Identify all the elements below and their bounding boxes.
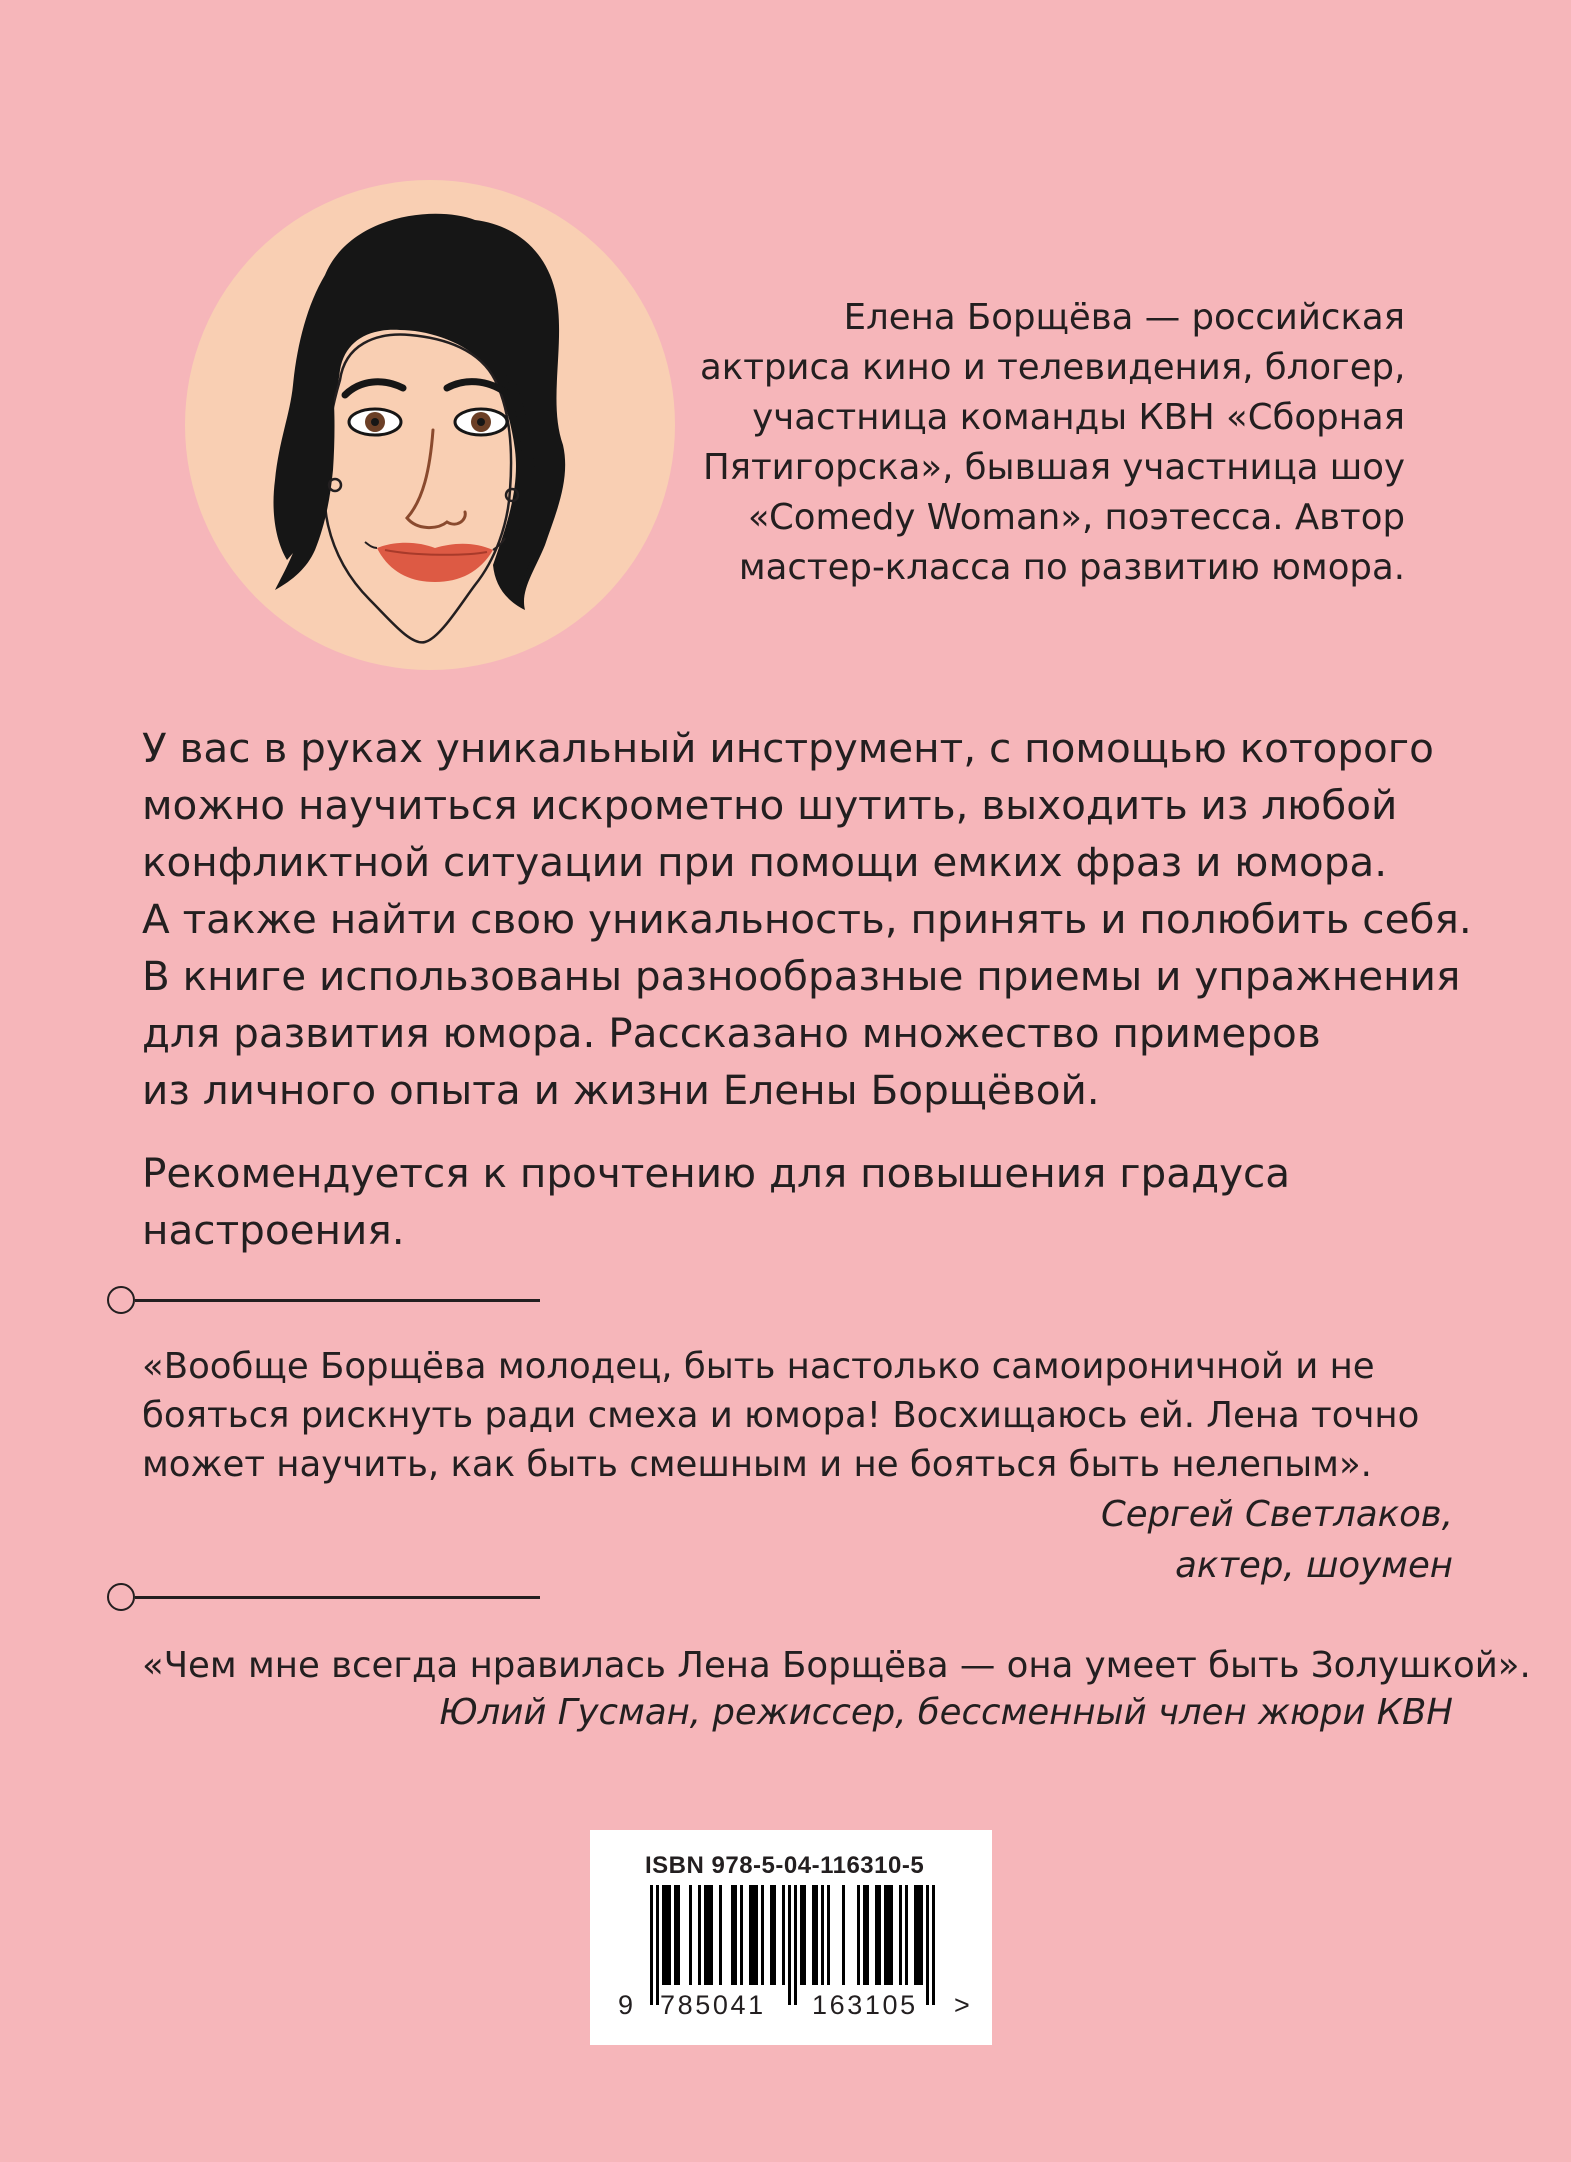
barcode-bar	[803, 1885, 806, 1985]
barcode-bar	[827, 1885, 830, 1985]
barcode-bar	[749, 1885, 752, 1985]
barcode-bar	[863, 1885, 866, 1985]
bio-line: участница команды КВН «Сборная	[752, 397, 1405, 438]
divider-line	[135, 1596, 540, 1599]
barcode-guard-bar	[656, 1885, 659, 2005]
divider-circle-icon	[107, 1583, 135, 1611]
barcode-bar	[842, 1885, 845, 1985]
barcode-first-digit: 9	[618, 1990, 636, 2020]
bio-line: Пятигорска», бывшая участница шоу	[702, 447, 1405, 488]
barcode-bar	[800, 1885, 803, 1985]
barcode-guard-bar	[650, 1885, 653, 2005]
author-line: Юлий Гусман, режиссер, бессменный член жюри КВН	[439, 1692, 1453, 1733]
barcode-bar	[755, 1885, 758, 1985]
barcode-bar	[734, 1885, 737, 1985]
barcode-bar	[920, 1885, 923, 1985]
quote-divider	[104, 1283, 544, 1323]
barcode-bar	[884, 1885, 887, 1985]
quote-line: бояться рискнуть ради смеха и юмора! Восхищаюсь ей. Лена точно	[142, 1395, 1420, 1436]
recommendation-line: настроения.	[142, 1206, 405, 1254]
isbn-barcode-block	[590, 1830, 992, 2045]
divider-circle-icon	[107, 1286, 135, 1314]
barcode-bar	[857, 1885, 860, 1985]
quote-line: «Чем мне всегда нравилась Лена Борщёва — она умеет быть Золушкой».	[142, 1645, 1531, 1686]
barcode-bar	[878, 1885, 881, 1985]
barcode-bar	[773, 1885, 776, 1985]
description-line: В книге использованы разнообразные приемы и упражнения	[142, 952, 1461, 1000]
barcode-bar	[761, 1885, 764, 1985]
description-line: можно научиться искрометно шутить, выходить из любой	[142, 781, 1398, 829]
book-description	[142, 720, 1472, 1119]
barcode-bar	[662, 1885, 665, 1985]
barcode-bar	[815, 1885, 818, 1985]
barcode-bar	[677, 1885, 680, 1985]
barcode-bar	[770, 1885, 773, 1985]
barcode-left-digits: 785041	[660, 1990, 766, 2020]
barcode-bar	[704, 1885, 707, 1985]
barcode-bar	[698, 1885, 701, 1985]
barcode-bar	[707, 1885, 710, 1985]
barcode-bar	[875, 1885, 878, 1985]
author-portrait-illustration	[175, 180, 685, 670]
barcode-bar	[674, 1885, 677, 1985]
barcode-right-digits: 163105	[812, 1990, 918, 2020]
barcode-bar	[866, 1885, 869, 1985]
barcode-bar	[740, 1885, 743, 1985]
barcode-bar	[905, 1885, 908, 1985]
barcode-bar	[821, 1885, 824, 1985]
barcode-bar	[782, 1885, 785, 1985]
barcode-bar	[887, 1885, 890, 1985]
barcode-bar	[689, 1885, 692, 1985]
barcode-bar	[731, 1885, 734, 1985]
description-line: из личного опыта и жизни Елены Борщёвой.	[142, 1066, 1100, 1114]
bio-line: мастер-класса по развитию юмора.	[738, 547, 1405, 588]
author-bio	[700, 293, 1405, 593]
description-line: А также найти свою уникальность, принять и полюбить себя.	[142, 895, 1472, 943]
barcode-bars	[590, 1830, 992, 2045]
barcode-bar	[668, 1885, 671, 1985]
quote-svetlakov	[142, 1342, 1452, 1489]
bio-line: актриса кино и телевидения, блогер,	[700, 347, 1406, 388]
barcode-bar	[917, 1885, 920, 1985]
recommendation-line: Рекомендуется к прочтению для повышения градуса	[142, 1149, 1291, 1197]
description-line: У вас в руках уникальный инструмент, с помощью которого	[142, 724, 1434, 772]
barcode-guard-bar	[926, 1885, 929, 2005]
barcode-bar	[665, 1885, 668, 1985]
barcode-bar	[719, 1885, 722, 1985]
recommendation	[142, 1145, 1442, 1259]
barcode-bar	[914, 1885, 917, 1985]
quote-gusman	[142, 1641, 1531, 1690]
barcode-bar	[812, 1885, 815, 1985]
quote-divider	[104, 1580, 544, 1620]
isbn-label: ISBN 978-5-04-116310-5	[645, 1852, 925, 1879]
barcode-guard-bar	[794, 1885, 797, 2005]
quote-author-gusman	[439, 1688, 1453, 1738]
quote-author-svetlakov	[1101, 1489, 1453, 1591]
barcode-bar	[752, 1885, 755, 1985]
barcode-bar	[890, 1885, 893, 1985]
bio-line: Елена Борщёва — российская	[843, 297, 1405, 338]
bio-line: «Comedy Woman», поэтесса. Автор	[747, 497, 1405, 538]
divider-line	[135, 1299, 540, 1302]
quote-line: может научить, как быть смешным и не бояться быть нелепым».	[142, 1444, 1372, 1485]
barcode-bar	[899, 1885, 902, 1985]
description-line: для развития юмора. Рассказано множество примеров	[142, 1009, 1321, 1057]
barcode-guard-bar	[788, 1885, 791, 2005]
quote-line: «Вообще Борщёва молодец, быть настолько самоироничной и не	[142, 1346, 1375, 1387]
description-line: конфликтной ситуации при помощи емких фраз и юмора.	[142, 838, 1388, 886]
barcode-quiet-zone-arrow: >	[954, 1990, 973, 2020]
author-line: актер, шоумен	[1175, 1545, 1453, 1586]
barcode-bar	[710, 1885, 713, 1985]
author-line: Сергей Светлаков,	[1100, 1494, 1453, 1535]
barcode-guard-bar	[932, 1885, 935, 2005]
